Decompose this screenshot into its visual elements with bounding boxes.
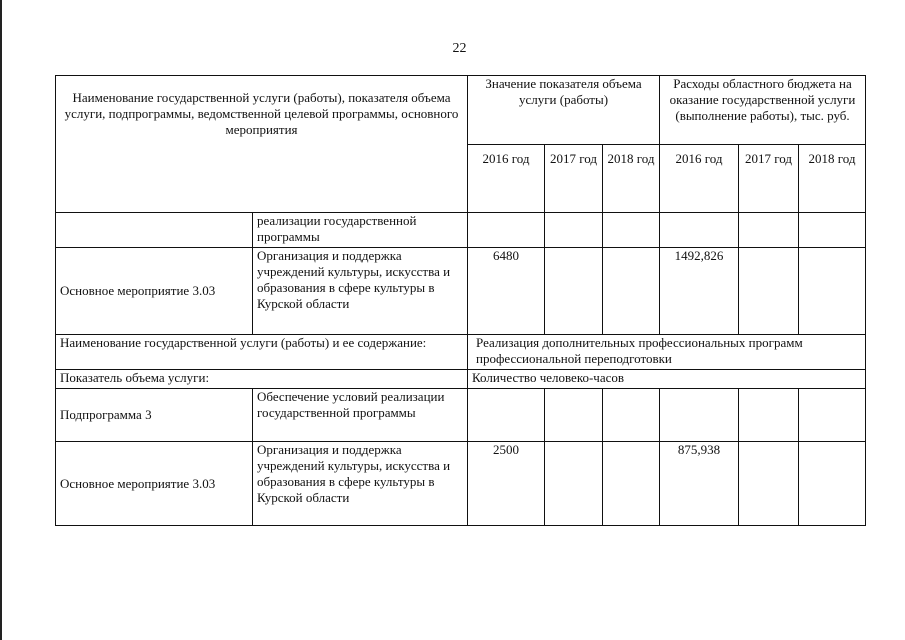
subprogram-desc: Обеспечение условий реализации государственной программы (253, 389, 468, 442)
cell-empty (799, 248, 866, 335)
page-left-edge (0, 0, 2, 640)
service-label: Наименование государственной услуги (работы) и ее содержание: (56, 335, 468, 370)
cell-empty (603, 248, 660, 335)
expense-2016: 875,938 (660, 442, 739, 526)
indicator-label: Показатель объема услуги: (56, 370, 468, 389)
table-row (56, 370, 866, 389)
cell-empty (799, 389, 866, 442)
cell-empty (545, 248, 603, 335)
table-row (56, 248, 866, 335)
cell-empty (545, 442, 603, 526)
cell-empty (660, 213, 739, 248)
cell-empty (739, 442, 799, 526)
measure-label: Основное мероприятие 3.03 (56, 442, 253, 526)
continuation-text: реализации государственной программы (253, 213, 468, 248)
cell-empty (545, 213, 603, 248)
header-value-year-2017: 2017 год (545, 144, 603, 213)
cell-empty (739, 213, 799, 248)
indicator-value: Количество человеко-часов (468, 370, 866, 389)
cell-empty (545, 389, 603, 442)
header-expense-group: Расходы областного бюджета на оказание государственной услуги (выполнение работы), тыс. руб. (660, 76, 866, 145)
value-2016: 2500 (468, 442, 545, 526)
service-value: Реализация дополнительных профессиональных программ профессиональной переподготовки (468, 335, 866, 370)
subprogram-label: Подпрограмма 3 (56, 389, 253, 442)
header-expense-year-2016: 2016 год (660, 144, 739, 213)
cell-empty (603, 389, 660, 442)
cell-empty (56, 213, 253, 248)
page-number: 22 (452, 41, 467, 56)
header-row-1 (56, 76, 866, 145)
cell-empty (468, 389, 545, 442)
table-row (56, 335, 866, 370)
header-value-year-2018: 2018 год (603, 144, 660, 213)
cell-empty (603, 213, 660, 248)
cell-empty (603, 442, 660, 526)
table-row (56, 389, 866, 442)
header-value-group: Значение показателя объема услуги (работы) (468, 76, 660, 145)
table-row (56, 442, 866, 526)
header-name-col: Наименование государственной услуги (работы), показателя объема услуги, подпрограммы, ведомственной целевой программы, основного мероприятия (56, 76, 468, 213)
header-expense-year-2018: 2018 год (799, 144, 866, 213)
cell-empty (799, 213, 866, 248)
expense-2016: 1492,826 (660, 248, 739, 335)
measure-desc: Организация и поддержка учреждений культуры, искусства и образования в сфере культуры в Курской области (253, 248, 468, 335)
cell-empty (468, 213, 545, 248)
cell-empty (799, 442, 866, 526)
header-expense-year-2017: 2017 год (739, 144, 799, 213)
cell-empty (739, 248, 799, 335)
table-row (56, 213, 866, 248)
value-2016: 6480 (468, 248, 545, 335)
header-value-year-2016: 2016 год (468, 144, 545, 213)
cell-empty (660, 389, 739, 442)
measure-label: Основное мероприятие 3.03 (56, 248, 253, 335)
measure-desc: Организация и поддержка учреждений культуры, искусства и образования в сфере культуры в Курской области (253, 442, 468, 526)
cell-empty (739, 389, 799, 442)
services-table (55, 75, 866, 526)
